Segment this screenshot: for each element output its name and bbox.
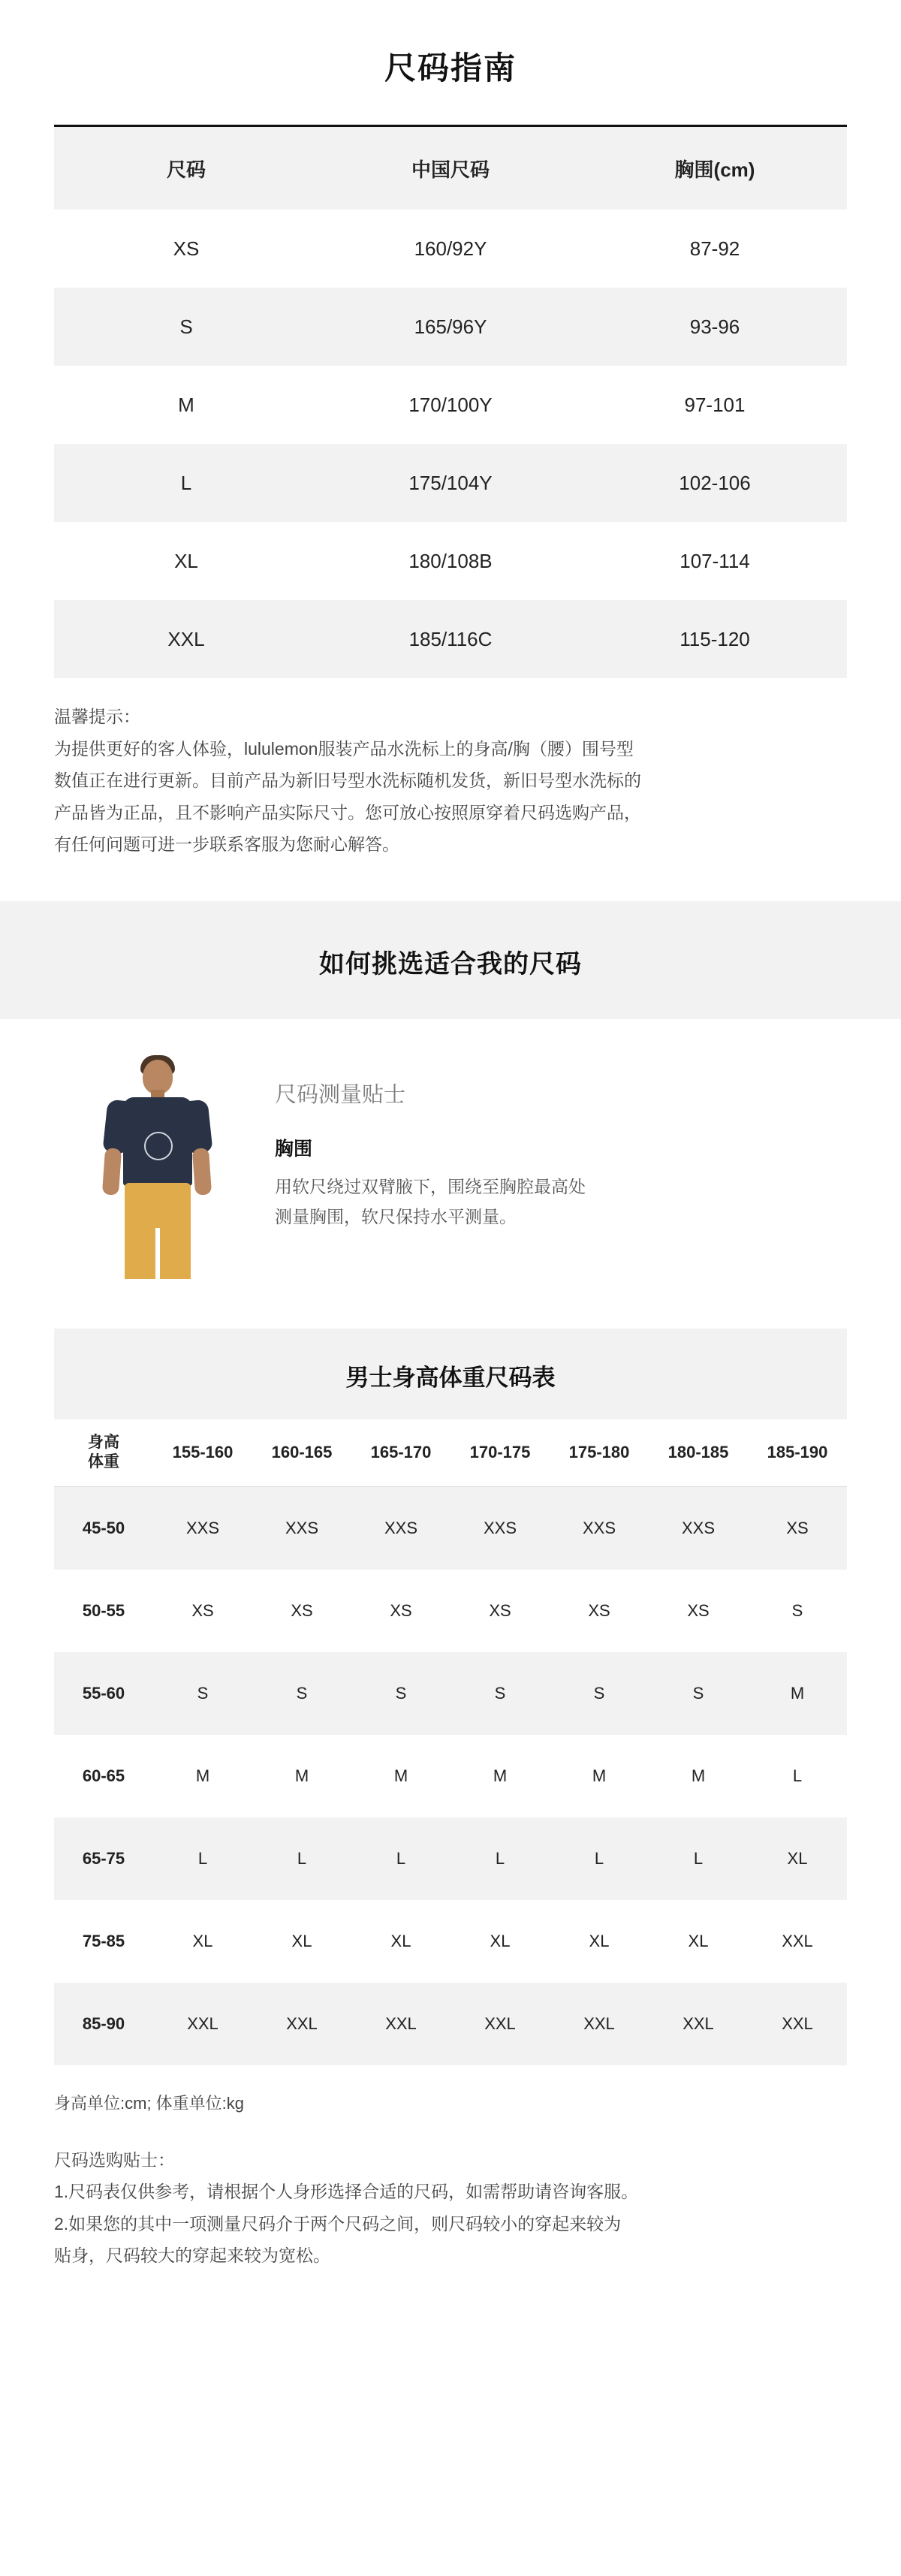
cell-size: XXS bbox=[252, 1487, 351, 1570]
row-header-weight-range: 45-50 bbox=[54, 1487, 153, 1570]
note-line-4: 有任何问题可进一步联系客服为您耐心解答。 bbox=[54, 834, 399, 855]
cell-size: L bbox=[54, 444, 318, 522]
table-row bbox=[54, 1487, 847, 1570]
height-weight-table-title: 男士身高体重尺码表 bbox=[54, 1329, 847, 1419]
cell-china-size: 185/116C bbox=[318, 600, 583, 678]
tips-body-line-2: 测量胸围，软尺保持水平测量。 bbox=[275, 1206, 517, 1226]
cell-china-size: 175/104Y bbox=[318, 444, 583, 522]
corner-header-weight: 体重 bbox=[88, 1453, 119, 1471]
column-header-china-size: 中国尺码 bbox=[318, 127, 583, 210]
table-row bbox=[54, 210, 847, 288]
cell-size: M bbox=[54, 366, 318, 444]
cell-size: L bbox=[252, 1817, 351, 1900]
cell-size: S bbox=[748, 1570, 847, 1652]
column-header-height-range: 160-165 bbox=[252, 1419, 351, 1487]
cell-size: L bbox=[649, 1817, 748, 1900]
column-header-height-range: 170-175 bbox=[450, 1419, 550, 1487]
cell-size: XXS bbox=[649, 1487, 748, 1570]
measurement-tips-text bbox=[275, 1054, 847, 1232]
cell-size: XS bbox=[550, 1570, 649, 1652]
table-row bbox=[54, 600, 847, 678]
cell-size: XXL bbox=[649, 1983, 748, 2065]
cell-size: XXL bbox=[54, 600, 318, 678]
cell-size: XL bbox=[252, 1900, 351, 1983]
table-row bbox=[54, 366, 847, 444]
cell-china-size: 160/92Y bbox=[318, 210, 583, 288]
cell-size: XL bbox=[153, 1900, 252, 1983]
row-header-weight-range: 50-55 bbox=[54, 1570, 153, 1652]
tips-body bbox=[275, 1172, 718, 1232]
cell-size: XL bbox=[649, 1900, 748, 1983]
table-row bbox=[54, 522, 847, 600]
cell-size: XL bbox=[351, 1900, 450, 1983]
cell-size: XS bbox=[252, 1570, 351, 1652]
purchase-tips-line-3: 贴身，尺码较大的穿起来较为宽松。 bbox=[54, 2246, 330, 2266]
cell-size: XS bbox=[450, 1570, 550, 1652]
table-row bbox=[54, 444, 847, 522]
table-row bbox=[54, 1652, 847, 1735]
column-header-height-range: 180-185 bbox=[649, 1419, 748, 1487]
table-row bbox=[54, 1983, 847, 2065]
cell-size: XXL bbox=[351, 1983, 450, 2065]
size-chart-table bbox=[54, 127, 847, 678]
cell-size: XS bbox=[351, 1570, 450, 1652]
units-note: 身高单位:cm; 体重单位:kg bbox=[54, 2093, 245, 2113]
cell-size: L bbox=[153, 1817, 252, 1900]
cell-size: L bbox=[748, 1735, 847, 1817]
cell-size: M bbox=[649, 1735, 748, 1817]
cell-china-size: 170/100Y bbox=[318, 366, 583, 444]
cell-size: XS bbox=[54, 210, 318, 288]
column-header-chest: 胸围(cm) bbox=[583, 127, 847, 210]
cell-size: XXS bbox=[351, 1487, 450, 1570]
cell-size: XL bbox=[550, 1900, 649, 1983]
tips-heading: 尺码测量贴士 bbox=[275, 1082, 406, 1107]
cell-size: XL bbox=[748, 1817, 847, 1900]
row-header-weight-range: 55-60 bbox=[54, 1652, 153, 1735]
cell-size: S bbox=[649, 1652, 748, 1735]
table-row bbox=[54, 1817, 847, 1900]
cell-chest: 107-114 bbox=[583, 522, 847, 600]
person-illustration-icon bbox=[78, 1054, 236, 1279]
cell-size: XXL bbox=[153, 1983, 252, 2065]
table-row bbox=[54, 1735, 847, 1817]
cell-size: M bbox=[351, 1735, 450, 1817]
row-header-weight-range: 65-75 bbox=[54, 1817, 153, 1900]
cell-size: S bbox=[153, 1652, 252, 1735]
page-title: 尺码指南 bbox=[384, 50, 517, 86]
measurement-tips-row bbox=[54, 1019, 847, 1296]
purchase-tips bbox=[54, 2144, 847, 2317]
cell-chest: 115-120 bbox=[583, 600, 847, 678]
cell-chest: 87-92 bbox=[583, 210, 847, 288]
note-line-3: 产品皆为正品，且不影响产品实际尺寸。您可放心按照原穿着尺码选购产品， bbox=[54, 802, 641, 822]
column-header-size: 尺码 bbox=[54, 127, 318, 210]
cell-size: M bbox=[550, 1735, 649, 1817]
cell-size: L bbox=[550, 1817, 649, 1900]
cell-size: S bbox=[450, 1652, 550, 1735]
cell-size: S bbox=[550, 1652, 649, 1735]
cell-size: XS bbox=[649, 1570, 748, 1652]
cell-size: XL bbox=[450, 1900, 550, 1983]
purchase-tips-line-1: 1.尺码表仅供参考，请根据个人身形选择合适的尺码，如需帮助请咨询客服。 bbox=[54, 2182, 639, 2202]
row-header-weight-range: 85-90 bbox=[54, 1983, 153, 2065]
cell-size: XXL bbox=[450, 1983, 550, 2065]
cell-size: XXL bbox=[252, 1983, 351, 2065]
cell-chest: 97-101 bbox=[583, 366, 847, 444]
cell-size: M bbox=[450, 1735, 550, 1817]
cell-chest: 93-96 bbox=[583, 288, 847, 366]
table-row bbox=[54, 1570, 847, 1652]
cell-china-size: 165/96Y bbox=[318, 288, 583, 366]
cell-size: M bbox=[748, 1652, 847, 1735]
how-to-section bbox=[0, 901, 901, 1019]
cell-size: M bbox=[153, 1735, 252, 1817]
row-header-weight-range: 75-85 bbox=[54, 1900, 153, 1983]
cell-size: S bbox=[351, 1652, 450, 1735]
column-header-height-range: 165-170 bbox=[351, 1419, 450, 1487]
cell-size: L bbox=[351, 1817, 450, 1900]
column-header-height-range: 155-160 bbox=[153, 1419, 252, 1487]
how-to-title: 如何挑选适合我的尺码 bbox=[319, 949, 582, 979]
cell-size: M bbox=[252, 1735, 351, 1817]
cell-china-size: 180/108B bbox=[318, 522, 583, 600]
cell-size: XS bbox=[153, 1570, 252, 1652]
cell-size: S bbox=[252, 1652, 351, 1735]
row-header-weight-range: 60-65 bbox=[54, 1735, 153, 1817]
table-header-row bbox=[54, 1419, 847, 1487]
table-row bbox=[54, 288, 847, 366]
cell-size: XXL bbox=[748, 1983, 847, 2065]
cell-size: L bbox=[450, 1817, 550, 1900]
cell-size: XXS bbox=[153, 1487, 252, 1570]
table-header-row bbox=[54, 127, 847, 210]
cell-size: XS bbox=[748, 1487, 847, 1570]
cell-size: XXS bbox=[550, 1487, 649, 1570]
note-line-1: 为提供更好的客人体验，lululemon服装产品水洗标上的身高/胸（腰）围号型 bbox=[54, 738, 634, 759]
height-weight-table bbox=[54, 1419, 847, 2065]
model-photo bbox=[78, 1054, 236, 1279]
cell-size: S bbox=[54, 288, 318, 366]
tips-subheading: 胸围 bbox=[275, 1138, 313, 1160]
note-line-2: 数值正在进行更新。目前产品为新旧号型水洗标随机发货，新旧号型水洗标的 bbox=[54, 771, 641, 791]
size-note bbox=[54, 701, 847, 861]
purchase-tips-line-2: 2.如果您的其中一项测量尺码介于两个尺码之间，则尺码较小的穿起来较为 bbox=[54, 2213, 622, 2234]
column-header-height-range: 175-180 bbox=[550, 1419, 649, 1487]
purchase-tips-title: 尺码选购贴士： bbox=[54, 2149, 175, 2170]
column-header-height-range: 185-190 bbox=[748, 1419, 847, 1487]
note-title: 温馨提示： bbox=[54, 707, 140, 726]
cell-size: XXS bbox=[450, 1487, 550, 1570]
cell-size: XXL bbox=[748, 1900, 847, 1983]
table-row bbox=[54, 1900, 847, 1983]
tips-body-line-1: 用软尺绕过双臂腋下，围绕至胸腔最高处 bbox=[275, 1176, 586, 1196]
cell-chest: 102-106 bbox=[583, 444, 847, 522]
corner-header bbox=[54, 1419, 153, 1487]
cell-size: XL bbox=[54, 522, 318, 600]
corner-header-height: 身高 bbox=[88, 1434, 119, 1452]
cell-size: XXL bbox=[550, 1983, 649, 2065]
